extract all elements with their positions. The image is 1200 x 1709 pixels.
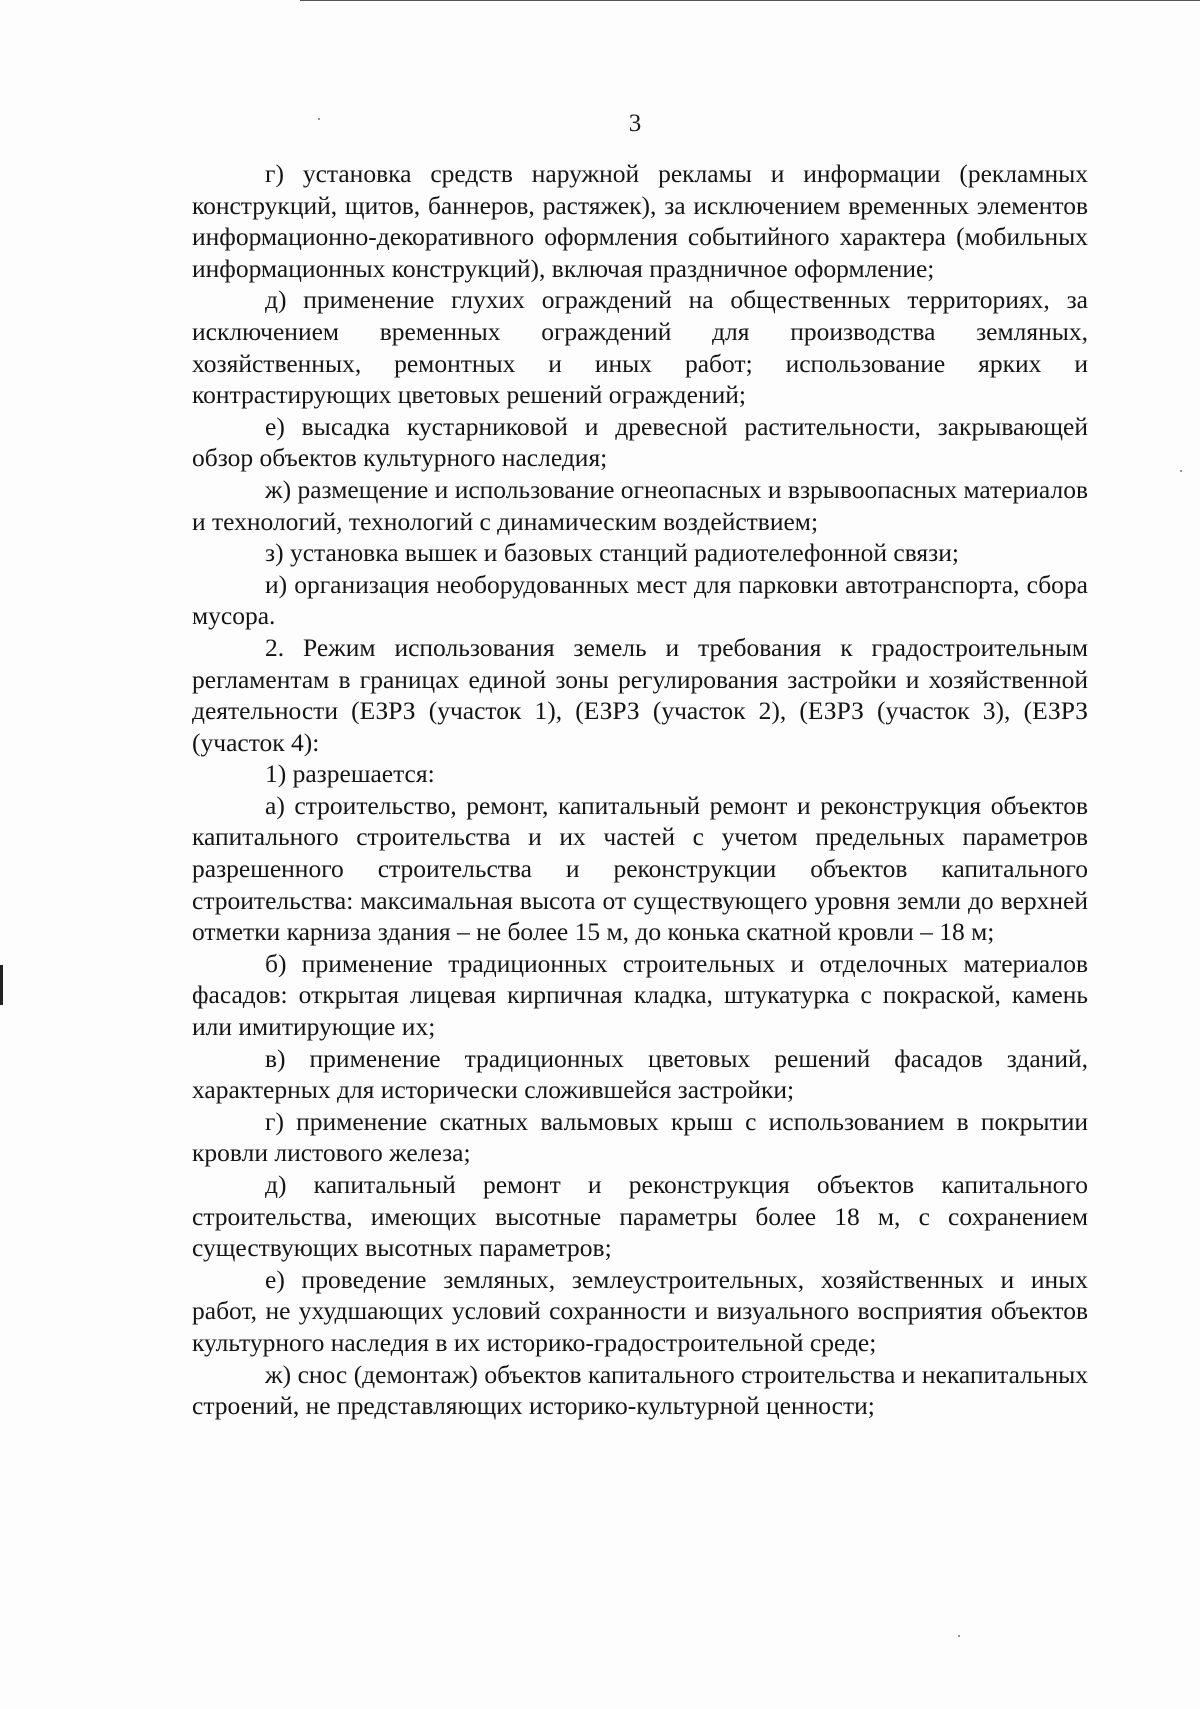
paragraph: е) проведение земляных, землеустроительных, хозяйственных и иных работ, не ухудшающих условий сохранности и визуального восприятия объектов культурного наследия в их историко-градостроительной среде; [192,1264,1088,1357]
paragraph: и) организация необорудованных мест для парковки автотранспорта, сбора мусора. [192,569,1088,631]
scan-edge-mark [0,965,3,1005]
paragraph: е) высадка кустарниковой и древесной растительности, закрывающей обзор объектов культурного наследия; [192,411,1088,473]
paragraph: 1) разрешается: [265,759,435,789]
page-number: 3 [628,110,642,137]
paragraph: ж) снос (демонтаж) объектов капитального строительства и некапитальных строений, не представляющих историко-культурной ценности; [192,1359,1088,1421]
paragraph: д) применение глухих ограждений на общественных территориях, за исключением временных ограждений для производства земляных, хозяйственных, ремонтных и иных работ; использование ярких и контрастирующих цветовых решений ограждений; [192,285,1088,410]
paragraph: в) применение традиционных цветовых решений фасадов зданий, характерных для исторически сложившейся застройки; [192,1043,1088,1105]
scan-speck [1180,470,1182,472]
paragraph: з) установка вышек и базовых станций радиотелефонной связи; [265,538,959,568]
scan-speck [958,1635,960,1637]
document-body [192,158,1088,1422]
paragraph: 2. Режим использования земель и требования к градостроительным регламентам в границах единой зоны регулирования застройки и хозяйственной деятельности (ЕЗРЗ (участок 1), (ЕЗРЗ (участок 2), (ЕЗРЗ (участок 3), (ЕЗРЗ (участок 4): [192,632,1088,757]
paragraph: д) капитальный ремонт и реконструкция объектов капитального строительства, имеющих высотные параметры более 18 м, с сохранением существующих высотных параметров; [192,1170,1088,1263]
scan-top-edge [300,0,1200,1]
paragraph: г) применение скатных вальмовых крыш с использованием в покрытии кровли листового железа; [192,1106,1088,1168]
paragraph: ж) размещение и использование огнеопасных и взрывоопасных материалов и технологий, технологий с динамическим воздействием; [192,474,1088,536]
paragraph: б) применение традиционных строительных и отделочных материалов фасадов: открытая лицевая кирпичная кладка, штукатурка с покраской, камень или имитирующие их; [192,948,1088,1042]
paragraph: а) строительство, ремонт, капитальный ремонт и реконструкция объектов капитального строительства и их частей с учетом предельных параметров разрешенного строительства и реконструкции объектов капитального строительства: максимальная высота от существующего уровня земли до верхней отметки карниза здания – не более 15 м, до конька скатной кровли – 18 м; [192,790,1088,947]
paragraph: г) установка средств наружной рекламы и информации (рекламных конструкций, щитов, баннеров, растяжек), за исключением временных элементов информационно-декоративного оформления событийного характера (мобильных информационных конструкций), включая праздничное оформление; [192,159,1088,283]
